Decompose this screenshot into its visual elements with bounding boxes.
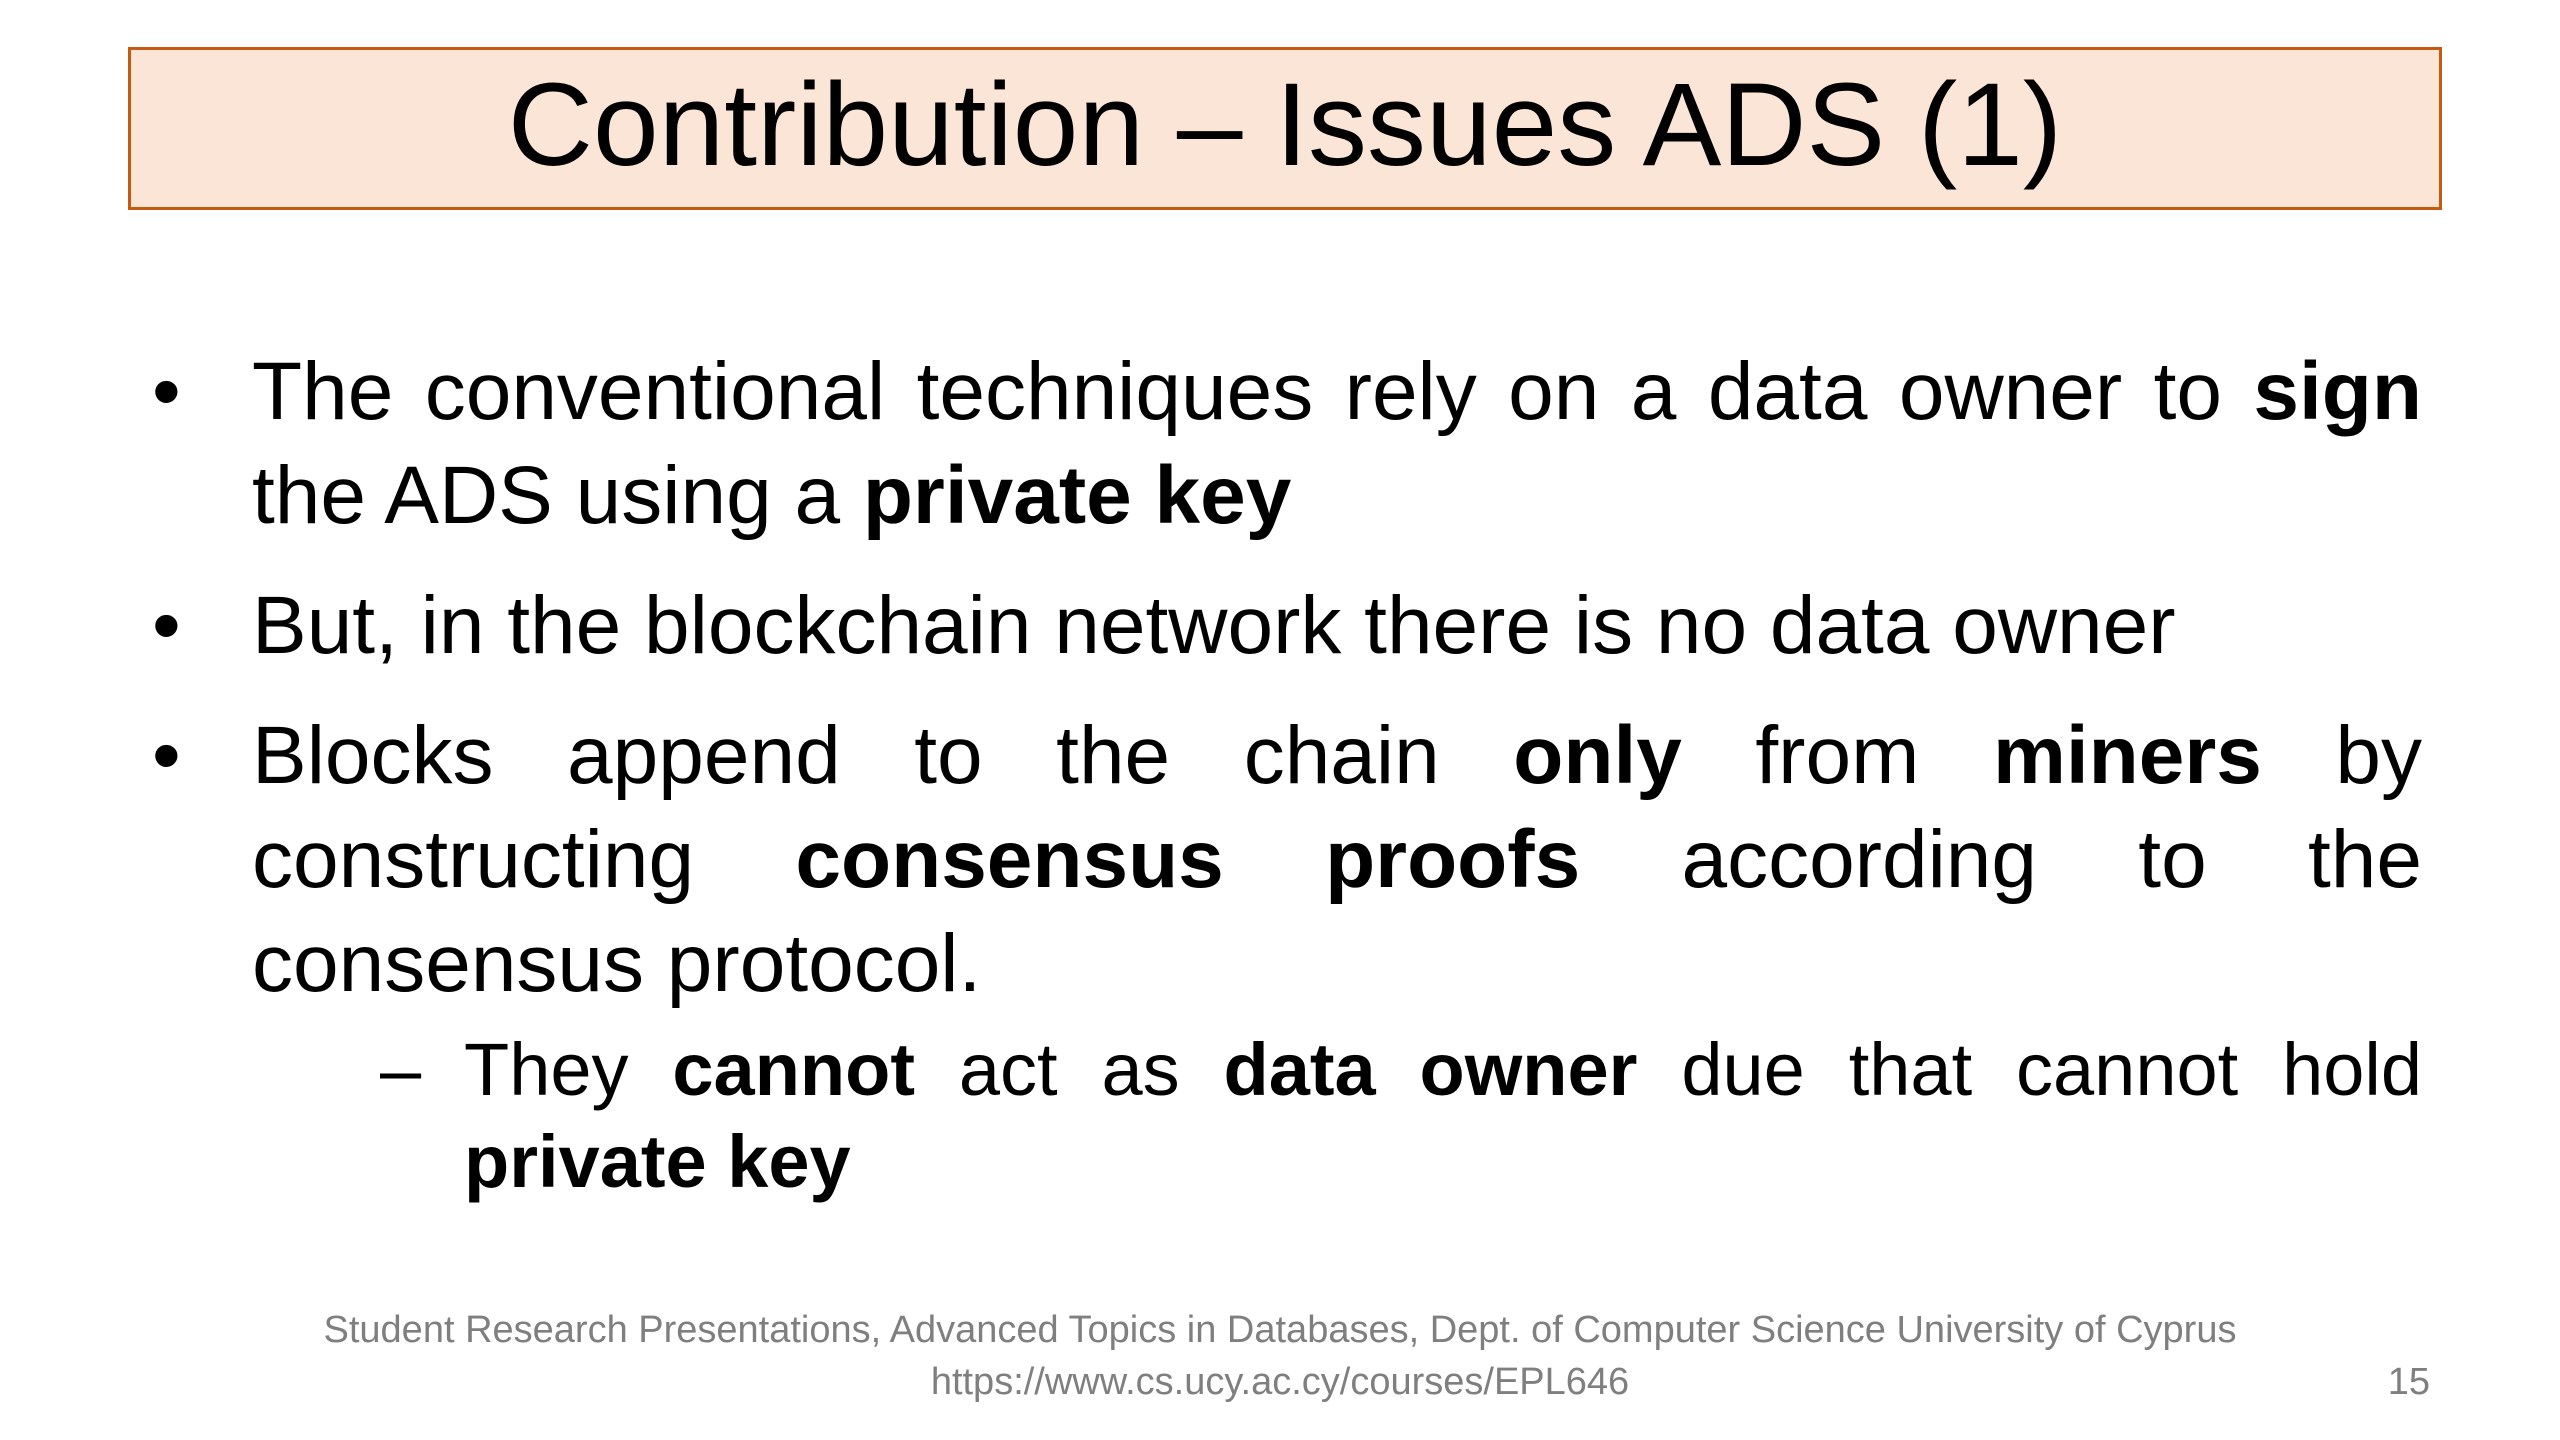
bullet-text-run: But, in the blockchain network there is no data owner [252, 580, 2176, 671]
sub-bullet-marker: – [380, 1028, 422, 1111]
bullet-item [152, 340, 2422, 548]
sub-bullet-text-bold: data owner [1223, 1028, 1638, 1111]
sub-bullet-text [464, 1028, 2422, 1203]
bullet-text-run: The conventional techniques rely on a data owner to [252, 346, 2254, 437]
bullet-marker: • [152, 346, 181, 437]
bullet-text [252, 580, 2176, 671]
bullet-item [152, 574, 2422, 678]
bullet-item [152, 704, 2422, 1208]
sub-bullet-item [252, 1024, 2422, 1208]
bullet-marker: • [152, 580, 181, 671]
title-box [128, 47, 2442, 210]
bullet-text-bold: sign [2253, 346, 2422, 437]
bullet-text-bold: only [1513, 710, 1682, 801]
slide-body [152, 340, 2422, 1234]
footer-line-1: Student Research Presentations, Advanced Topics in Databases, Dept. of Computer Science University of Cyprus [323, 1309, 2237, 1351]
bullet-text [252, 710, 2422, 1009]
sub-bullet-text-bold: cannot [672, 1028, 915, 1111]
sub-bullet-text-run: They [464, 1028, 673, 1111]
footer-url: https://www.cs.ucy.ac.cy/courses/EPL646 [930, 1361, 1630, 1403]
bullet-text-run: Blocks append to the chain [252, 710, 1514, 801]
page-number: 15 [2387, 1361, 2430, 1403]
bullet-text-run: by constructing [252, 710, 2422, 905]
sub-bullet-text-bold: private key [464, 1120, 851, 1203]
bullet-text-run: the ADS using a [252, 450, 863, 541]
sub-bullet-text-run: act as [914, 1028, 1224, 1111]
bullet-text [252, 346, 2422, 541]
slide-title: Contribution – Issues ADS (1) [507, 58, 2063, 191]
bullet-text-run: according to the consensus protocol. [252, 814, 2422, 1009]
sub-bullet-text-run: due that cannot hold [1637, 1028, 2422, 1111]
bullet-text-run: from [1681, 710, 1993, 801]
bullet-text-bold: miners [1992, 710, 2262, 801]
bullet-text-bold: consensus proofs [795, 814, 1581, 905]
bullet-marker: • [152, 710, 181, 801]
bullet-text-bold: private key [862, 450, 1292, 541]
